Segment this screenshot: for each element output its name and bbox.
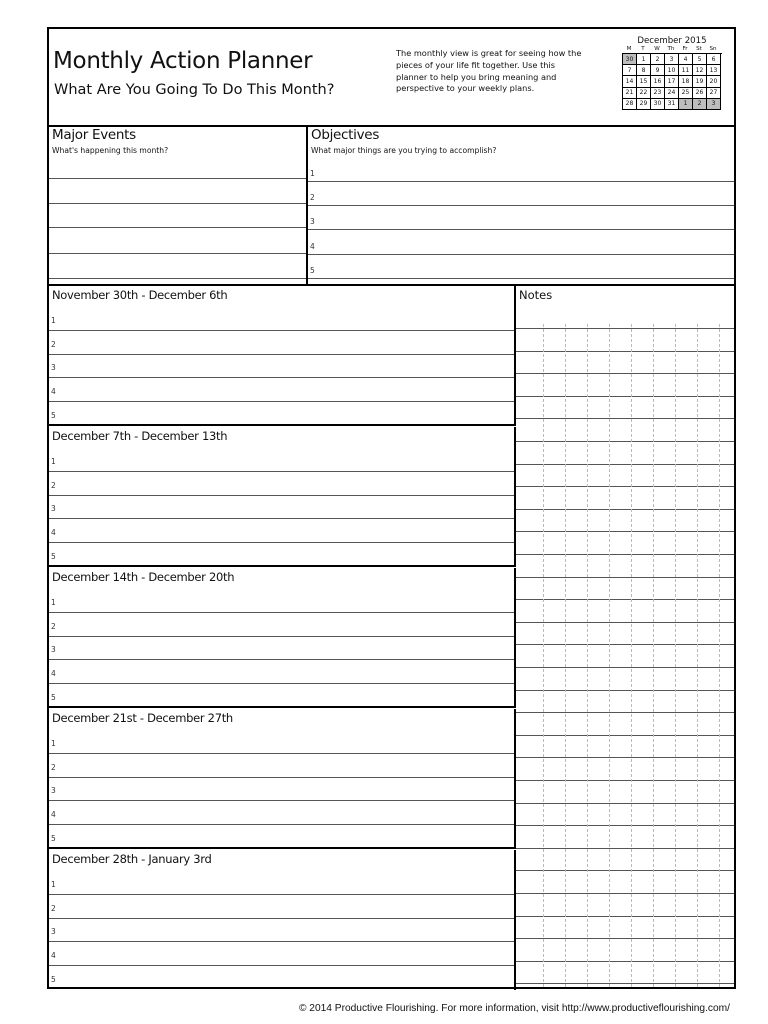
line-number: 3 <box>51 504 56 514</box>
notes-line <box>516 938 734 939</box>
writing-line <box>49 203 306 204</box>
writing-line <box>49 800 514 801</box>
calendar-weekday: Fr <box>682 46 688 52</box>
notes-line <box>516 577 734 578</box>
writing-line <box>308 181 734 182</box>
week-title: November 30th - December 6th <box>52 288 228 302</box>
writing-line <box>49 278 306 279</box>
notes-line <box>516 757 734 758</box>
writing-line <box>49 965 514 966</box>
notes-line <box>516 893 734 894</box>
calendar-day-cell: 11 <box>679 65 693 76</box>
calendar-day-cell: 24 <box>665 88 679 99</box>
line-number: 1 <box>51 316 56 325</box>
week-title: December 14th - December 20th <box>52 570 235 584</box>
calendar-day-cell: 3 <box>707 99 721 110</box>
calendar-day-cell: 1 <box>679 99 693 110</box>
week-title: December 21st - December 27th <box>52 711 233 725</box>
calendar-weekday: Th <box>667 46 675 52</box>
week-title: December 7th - December 13th <box>52 429 228 443</box>
notes-line <box>516 351 734 352</box>
writing-line <box>308 254 734 255</box>
calendar-day-cell: 30 <box>623 54 637 65</box>
notes-line <box>516 667 734 668</box>
objectives-section <box>308 125 734 284</box>
writing-line <box>49 777 514 778</box>
writing-line <box>49 918 514 919</box>
calendar-weekday: Sn <box>709 46 717 52</box>
line-number: 1 <box>51 457 56 466</box>
writing-line <box>308 205 734 206</box>
line-number: 1 <box>51 880 56 889</box>
notes-grid-dash <box>565 324 566 987</box>
writing-line <box>49 253 306 254</box>
writing-line <box>49 612 514 613</box>
notes-line <box>516 396 734 397</box>
calendar-day-cell: 5 <box>693 54 707 65</box>
line-number: 4 <box>51 669 56 679</box>
writing-line <box>49 471 514 472</box>
notes-line <box>516 644 734 645</box>
writing-line <box>49 753 514 754</box>
notes-grid-dash <box>675 324 676 987</box>
calendar-day-cell: 18 <box>679 76 693 87</box>
notes-line <box>516 983 734 984</box>
calendar-weekday: St <box>696 46 702 52</box>
calendar-day-cell: 28 <box>623 99 637 110</box>
calendar-day-cell: 17 <box>665 76 679 87</box>
notes-grid-dash <box>631 324 632 987</box>
line-number: 2 <box>310 193 315 202</box>
notes-line <box>516 373 734 374</box>
week-block <box>49 286 516 426</box>
line-number: 1 <box>310 169 315 178</box>
notes-line <box>516 712 734 713</box>
line-number: 1 <box>51 598 56 607</box>
writing-line <box>49 659 514 660</box>
calendar-day-cell: 9 <box>651 65 665 76</box>
line-number: 3 <box>51 786 56 796</box>
line-number: 5 <box>51 974 56 984</box>
notes-line <box>516 825 734 826</box>
calendar-day-cell: 1 <box>637 54 651 65</box>
notes-line <box>516 961 734 962</box>
line-number: 3 <box>51 927 56 937</box>
objectives-title: Objectives <box>311 127 380 143</box>
writing-line <box>49 178 306 179</box>
line-number: 4 <box>51 387 56 397</box>
major-events-subtitle: What's happening this month? <box>52 146 169 155</box>
notes-line <box>516 870 734 871</box>
calendar-day-cell: 3 <box>665 54 679 65</box>
writing-line <box>308 229 734 230</box>
writing-line <box>308 278 734 279</box>
writing-line <box>49 227 306 228</box>
line-number: 2 <box>51 903 56 913</box>
line-number: 5 <box>51 692 56 702</box>
page-subtitle: What Are You Going To Do This Month? <box>54 82 335 98</box>
calendar-day-cell: 21 <box>623 88 637 99</box>
calendar-day-cell: 2 <box>693 99 707 110</box>
line-number: 5 <box>51 551 56 561</box>
week-block <box>49 427 516 567</box>
calendar-day-cell: 12 <box>693 65 707 76</box>
notes-grid-dash <box>719 324 720 987</box>
notes-line <box>516 622 734 623</box>
notes-line <box>516 486 734 487</box>
notes-line <box>516 509 734 510</box>
calendar-day-cell: 7 <box>623 65 637 76</box>
calendar-day-cell: 22 <box>637 88 651 99</box>
page-title: Monthly Action Planner <box>53 48 313 74</box>
calendar-day-cell: 15 <box>637 76 651 87</box>
line-number: 3 <box>310 217 315 226</box>
notes-section <box>516 286 734 987</box>
calendar-day-cell: 14 <box>623 76 637 87</box>
mini-calendar <box>622 36 722 110</box>
calendar-weekday: T <box>641 46 645 52</box>
notes-line <box>516 780 734 781</box>
line-number: 2 <box>51 480 56 490</box>
calendar-day-cell: 29 <box>637 99 651 110</box>
calendar-weekdays <box>622 46 722 52</box>
week-title: December 28th - January 3rd <box>52 852 212 866</box>
line-number: 4 <box>310 242 315 251</box>
notes-grid-dash <box>543 324 544 987</box>
major-events-title: Major Events <box>52 127 136 143</box>
line-number: 4 <box>51 528 56 538</box>
writing-line <box>49 330 514 331</box>
notes-line <box>516 554 734 555</box>
notes-line <box>516 328 734 329</box>
line-number: 3 <box>51 645 56 655</box>
week-block <box>49 709 516 849</box>
calendar-weekday: W <box>654 46 660 52</box>
notes-title: Notes <box>519 288 553 302</box>
calendar-day-cell: 8 <box>637 65 651 76</box>
calendar-grid <box>622 53 722 110</box>
notes-line <box>516 464 734 465</box>
notes-line <box>516 690 734 691</box>
writing-line <box>49 495 514 496</box>
calendar-weekday: M <box>626 46 632 52</box>
week-block <box>49 850 516 990</box>
objectives-subtitle: What major things are you trying to accomplish? <box>311 146 497 155</box>
line-number: 5 <box>310 266 315 275</box>
line-number: 5 <box>51 833 56 843</box>
writing-line <box>49 941 514 942</box>
notes-line <box>516 441 734 442</box>
calendar-day-cell: 13 <box>707 65 721 76</box>
calendar-day-cell: 2 <box>651 54 665 65</box>
notes-line <box>516 735 734 736</box>
calendar-day-cell: 10 <box>665 65 679 76</box>
writing-line <box>49 683 514 684</box>
notes-grid-dash <box>587 324 588 987</box>
line-number: 2 <box>51 762 56 772</box>
writing-line <box>49 401 514 402</box>
writing-line <box>49 542 514 543</box>
line-number: 2 <box>51 621 56 631</box>
calendar-day-cell: 30 <box>651 99 665 110</box>
calendar-day-cell: 4 <box>679 54 693 65</box>
events-objectives-row <box>49 125 734 286</box>
line-number: 5 <box>51 410 56 420</box>
line-number: 1 <box>51 739 56 748</box>
calendar-day-cell: 23 <box>651 88 665 99</box>
calendar-day-cell: 19 <box>693 76 707 87</box>
writing-line <box>49 354 514 355</box>
writing-line <box>49 636 514 637</box>
writing-line <box>49 894 514 895</box>
notes-grid-dash <box>653 324 654 987</box>
writing-line <box>49 377 514 378</box>
notes-line <box>516 803 734 804</box>
calendar-day-cell: 6 <box>707 54 721 65</box>
intro-text: The monthly view is great for seeing how the pieces of your life fit together. Use this planner to help you bring meaning and perspective to your weekly plans. <box>396 48 582 94</box>
line-number: 3 <box>51 363 56 373</box>
calendar-day-cell: 16 <box>651 76 665 87</box>
calendar-day-cell: 25 <box>679 88 693 99</box>
line-number: 2 <box>51 339 56 349</box>
planner-sheet <box>47 27 736 989</box>
line-number: 4 <box>51 810 56 820</box>
notes-line <box>516 418 734 419</box>
notes-line <box>516 848 734 849</box>
calendar-day-cell: 31 <box>665 99 679 110</box>
writing-line <box>49 518 514 519</box>
line-number: 4 <box>51 951 56 961</box>
major-events-section <box>49 125 308 284</box>
planner-header <box>49 29 734 127</box>
notes-grid-dash <box>609 324 610 987</box>
notes-grid-dash <box>697 324 698 987</box>
writing-line <box>49 824 514 825</box>
notes-line <box>516 599 734 600</box>
calendar-day-cell: 20 <box>707 76 721 87</box>
calendar-day-cell: 26 <box>693 88 707 99</box>
week-block <box>49 568 516 708</box>
notes-line <box>516 531 734 532</box>
weeks-column <box>49 286 516 987</box>
footer-copyright: © 2014 Productive Flourishing. For more information, visit http://www.productiveflourishing.com/ <box>298 1003 730 1014</box>
calendar-title: December 2015 <box>637 36 707 46</box>
calendar-day-cell: 27 <box>707 88 721 99</box>
notes-line <box>516 916 734 917</box>
